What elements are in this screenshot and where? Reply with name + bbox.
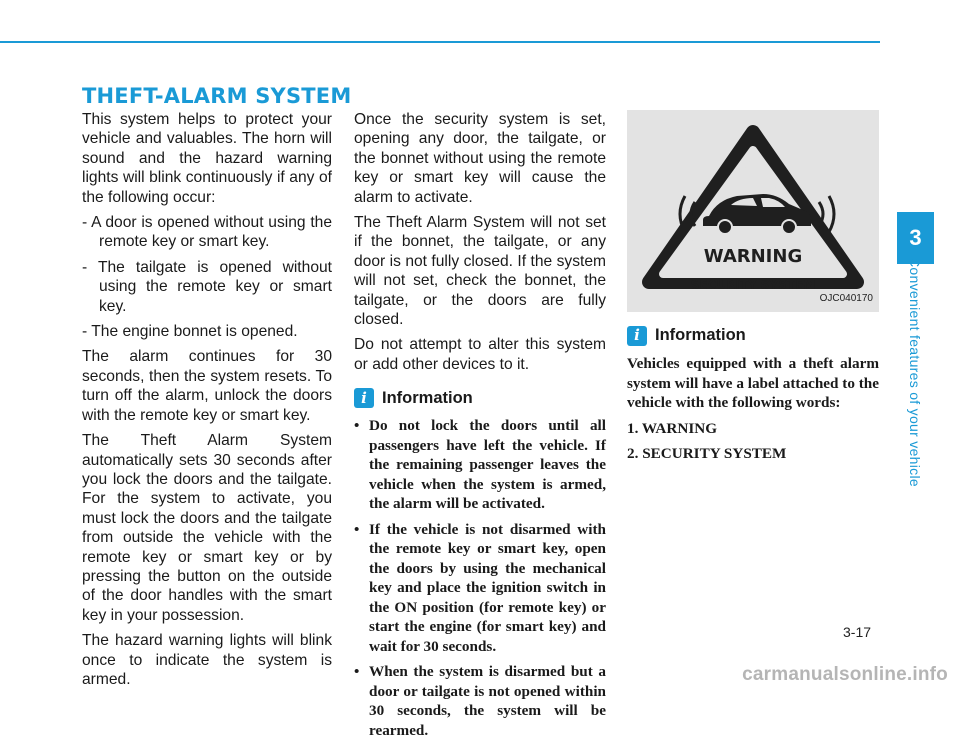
- chapter-tab: 3: [897, 212, 934, 264]
- paragraph: The Theft Alarm System will not set if the bonnet, the tailgate, or any door is not fully closed. If the system will not set, check the bonnet, the tailgate, or the doors are fully closed.: [354, 214, 606, 329]
- figure-code: OJC040170: [819, 292, 873, 304]
- information-heading: [354, 388, 606, 408]
- paragraph: Vehicles equipped with a theft alarm system will have a label attached to the vehicle with the following words:: [627, 355, 879, 411]
- list-item: 2. SECURITY SYSTEM: [627, 445, 787, 462]
- information-label: Information: [655, 326, 746, 345]
- paragraph: The alarm continues for 30 seconds, then the system resets. To turn off the alarm, unlock the doors with the remote key or smart key.: [82, 348, 332, 424]
- security-label-figure: [627, 110, 879, 312]
- paragraph: The Theft Alarm System automatically sets 30 seconds after you lock the doors and the tailgate. For the system to activate, you must lock the doors and the tailgate from outside the vehicle with the remote key or smart key or by pressing the button on the outside of the door handles with the smart key in your possession.: [82, 432, 332, 624]
- page-title: THEFT-ALARM SYSTEM: [82, 84, 352, 108]
- list-item: • When the system is disarmed but a door or tailgate is not opened within 30 seconds, the system will be rearmed.: [354, 662, 606, 740]
- list-item: - A door is opened without using the remote key or smart key.: [82, 214, 332, 251]
- information-label: Information: [382, 388, 473, 407]
- list-item: - The engine bonnet is opened.: [82, 323, 298, 341]
- information-bullets: [354, 416, 606, 740]
- column-3: [627, 110, 879, 470]
- information-icon: i: [627, 326, 647, 346]
- list-item: - The tailgate is opened without using the remote key or smart key.: [82, 258, 332, 315]
- warning-triangle-car-icon: [627, 110, 879, 312]
- information-heading: [627, 326, 879, 346]
- column-1: [82, 110, 332, 695]
- list-item: • Do not lock the doors until all passengers have left the vehicle. If the remaining passenger leaves the vehicle when the system is armed, the alarm will be activated.: [354, 416, 606, 514]
- list-item: • If the vehicle is not disarmed with the remote key or smart key, open the doors by using the mechanical key and place the ignition switch in the ON position (for remote key) or start the engine (for smart key) and wait for 30 seconds.: [354, 520, 606, 657]
- watermark-link[interactable]: carmanualsonline.info: [742, 664, 948, 685]
- information-icon: i: [354, 388, 374, 408]
- page-number: 3-17: [843, 624, 872, 640]
- figure-security-system-text: SECURITY SYSTEM: [690, 278, 816, 292]
- figure-warning-text: WARNING: [703, 246, 803, 267]
- chapter-title: Convenient features of your vehicle: [907, 257, 923, 487]
- paragraph: The hazard warning lights will blink once to indicate the system is armed.: [82, 632, 332, 688]
- paragraph: Once the security system is set, opening any door, the tailgate, or the bonnet without using the remote key or smart key will cause the alarm to activate.: [354, 111, 606, 206]
- intro-paragraph: This system helps to protect your vehicle and valuables. The horn will sound and the hazard warning lights will blink continuously if any of the following occur:: [82, 111, 332, 206]
- column-2: [354, 110, 606, 746]
- list-item: 1. WARNING: [627, 419, 718, 437]
- top-rule: [0, 41, 880, 43]
- paragraph: Do not attempt to alter this system or add other devices to it.: [354, 336, 606, 373]
